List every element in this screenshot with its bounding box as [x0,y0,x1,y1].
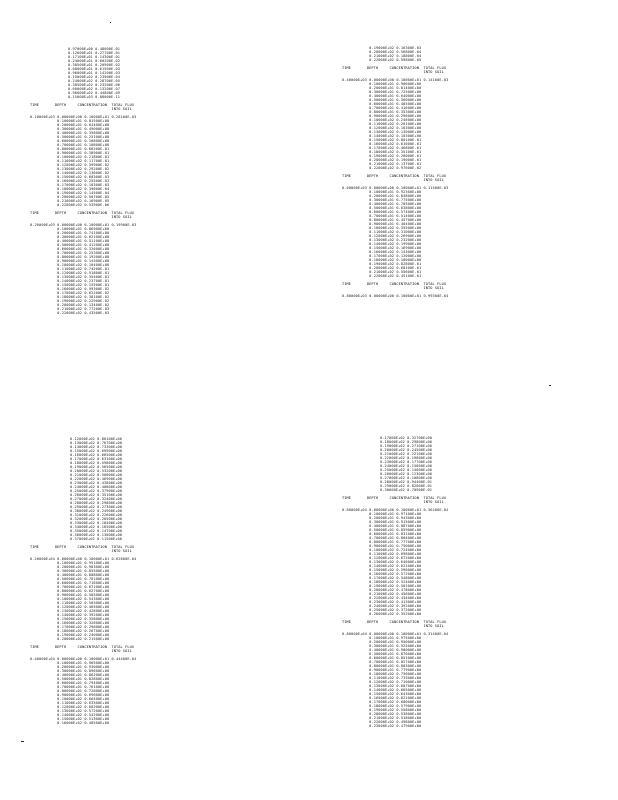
listing-row: 0.15000E+02 0.64300E+00 [342,692,422,696]
column-header-row: TIME DEPTH CONCENTRATION TOTAL FLUX [342,174,447,178]
listing-row: 0.40000E+01 0.35800E+00 [30,131,110,135]
listing-row: 0.20000E+02 0.53800E+00 [342,712,422,716]
listing-row: 0.19000E+02 0.14500E-04 [30,191,110,195]
listing-row: 0.20000E+02 0.19000E-01 [342,158,422,162]
scan-speck [21,741,24,742]
listing-row: 0.50000E+01 0.25100E+00 [30,135,110,139]
listing-row: 0.30000E+01 0.91500E+00 [342,520,422,524]
listing-row: 0.60000E+01 0.79400E+00 [30,681,110,685]
listing-row: INTO SOIL [342,624,444,628]
listing-row: 0.16000E+02 0.61600E-01 [342,142,422,146]
listing-row: 0.12000E+02 0.59900E-02 [30,163,110,167]
listing-row: 0.19000E+02 0.55800E+00 [342,708,422,712]
listing-row: 0.60000E+02 0.13200E-07 [68,87,121,91]
listing-row: 0.21000E+02 0.45600E+00 [342,592,422,596]
listing-row: 0.15000E+03 0.88000E-11 [68,95,121,99]
listing-row: 0.10000E+01 0.81500E+00 [30,119,110,123]
listing-row: 0.20000E+01 0.64400E+00 [30,123,110,127]
listing-row: 0.30000E+01 0.49000E+00 [30,127,110,131]
listing-row: 0.15000E+02 0.23900E-04 [68,75,121,79]
listing-row: 0.11000E+02 0.31000E+00 [342,230,422,234]
listing-row: 0.10000E+01 0.86900E+00 [30,227,110,231]
listing-row: 0.70000E+01 0.67100E+00 [30,585,110,589]
listing-row: 0.40000E+01 0.86200E+00 [30,673,110,677]
listing-row: 0.18000E+02 0.35100E-01 [342,150,422,154]
listing-row: 0.10000E+02 0.72400E+00 [342,548,422,552]
listing-row: 0.30000E+01 0.92500E+00 [342,644,422,648]
listing-row: 0.28000E+02 0.29800E+00 [70,501,123,505]
listing-row: 0.16000E+02 0.48500E+00 [30,721,110,725]
listing-row: 0.20000E+02 0.56800E-04 [342,50,422,54]
listing-row: 0.15000E+02 0.80100E-01 [342,138,422,142]
listing-row: 0.50000E+01 0.56000E+00 [342,98,422,102]
listing-row: 0.17000E+02 0.12000E+00 [342,254,422,258]
listing-row: 0.21000E+02 0.18800E-04 [342,54,422,58]
listing-row: 0.10000E+01 0.97100E+00 [342,512,422,516]
listing-row: INTO SOIL [30,549,132,553]
listing-row: 0.16000E+02 0.66500E+00 [70,453,123,457]
listing-row: 0.19000E+02 0.27100E+00 [380,444,433,448]
listing-row: 0.90000E+01 0.58500E+00 [30,593,110,597]
listing-row: 0.17000E+02 0.63100E+00 [70,457,123,461]
column-header-row: TIME DEPTH CONCENTRATION TOTAL FLUX [342,620,447,624]
listing-row: 0.22000E+02 0.19800E+00 [380,456,433,460]
listing-row: 0.12600E+01 0.27700E-01 [68,51,121,55]
listing-row: 0.16000E+02 0.99300E-02 [30,287,110,291]
listing-row: 0.23000E+02 0.43800E+00 [70,481,123,485]
listing-row: 0.18000E+02 0.59800E+00 [70,461,123,465]
listing-row: 0.12000E+02 0.46500E+00 [30,605,110,609]
listing-row: 0.27000E+02 0.32400E+00 [70,497,123,501]
listing-row: 0.96000E+01 0.14200E-03 [68,71,121,75]
listing-row: 0.20000E+02 0.47800E+00 [342,588,422,592]
listing-row: 0.14000E+02 0.39200E+00 [30,613,110,617]
column-header-row: TIME DEPTH CONCENTRATION TOTAL FLUX [342,282,447,286]
listing-row: 0.20000E+02 0.50700E-05 [30,195,110,199]
listing-row: 0.11000E+02 0.73300E+00 [342,676,422,680]
listing-row: 0.17100E+01 0.14300E-01 [68,55,121,59]
listing-row: 0.18000E+02 0.10000E+00 [342,258,422,262]
listing-row: 0.15000E+02 0.69900E+00 [70,449,123,453]
listing-row: 0.13000E+02 0.68700E+00 [342,684,422,688]
listing-row: 0.35000E+02 0.14700E+00 [70,529,123,533]
listing-row: 0.14000E+02 0.19900E+00 [342,242,422,246]
listing-row: 0.14000E+02 0.66500E+00 [342,688,422,692]
listing-row: 0.23000E+02 0.47900E+00 [342,724,422,728]
listing-row: 0.10000E+02 0.75600E+00 [342,672,422,676]
listing-row: 0.14000E+02 0.10300E+00 [342,134,422,138]
listing-row: 0.10000E+01 0.95100E+00 [30,561,110,565]
listing-row: 0.80000E+01 0.80300E+00 [342,664,422,668]
listing-row: 0.20000E+01 0.95000E+00 [342,640,422,644]
listing-row: 0.90000E+01 0.40400E+00 [342,222,422,226]
listing-row: 0.21000E+02 0.50000E+00 [70,473,123,477]
listing-row: 0.20000E+01 0.93000E+00 [30,665,110,669]
listing-row: 0.11000E+02 0.63300E+00 [30,701,110,705]
listing-row: 0.20000E+01 0.84800E+00 [342,194,422,198]
listing-row: 0.29000E+02 0.27300E+00 [70,505,123,509]
listing-row: 0.90000E+01 0.75000E+00 [342,544,422,548]
listing-row: 0.38500E+01 0.20900E-02 [68,63,121,67]
listing-row: 0.12000E+02 0.71000E+00 [342,680,422,684]
listing-row: 0.20000E+02 0.21500E+00 [30,637,110,641]
listing-row: 0.15000E+02 0.51300E+00 [30,717,110,721]
listing-row: 0.70000E+01 0.51400E+00 [342,214,422,218]
listing-row: 0.20000E+01 0.90300E+00 [30,565,110,569]
column-header-row: TIME DEPTH CONCENTRATION TOTAL FLUX [30,645,135,649]
listing-row: 0.29000E+02 0.82000E-01 [380,484,433,488]
listing-row: 0.40000E+01 0.80800E+00 [30,573,110,577]
listing-row: 0.17000E+02 0.62200E-02 [30,291,110,295]
listing-row: 0.15000E+02 0.60300E-03 [30,175,110,179]
listing-row: 0.36000E+02 0.13000E+00 [70,533,123,537]
listing-row: 0.30000E+02 0.70900E-01 [380,488,433,492]
column-header-row: TIME DEPTH CONCENTRATION TOTAL FLUX [30,545,135,549]
listing-row: 0.80000E+01 0.66200E-01 [30,147,110,151]
listing-row: 0.60000E+01 0.83100E+00 [342,532,422,536]
listing-row: 0.30000E+01 0.72500E+00 [342,90,422,94]
listing-row: 0.40000E+01 0.51100E+00 [30,239,110,243]
listing-row: INTO SOIL [30,107,132,111]
listing-row: 0.13000E+02 0.64600E+00 [342,560,422,564]
listing-row: 0.10000E+02 0.24600E+00 [342,118,422,122]
listing-row: 0.17000E+02 0.60000E+00 [342,700,422,704]
listing-row: 0.10000E+02 0.10400E+00 [30,263,110,267]
listing-row: 0.16000E+02 0.32600E+00 [30,621,110,625]
listing-row: 0.70000E+01 0.41600E+00 [342,106,422,110]
listing-row: INTO SOIL [30,649,132,653]
listing-row: 0.50000E+01 0.41200E+00 [30,243,110,247]
listing-row: 0.13000E+02 0.76700E+00 [70,441,123,445]
listing-row: 0.60000E+01 0.61500E-03 [68,67,121,71]
listing-row: 0.40000E+01 0.64000E+00 [342,94,422,98]
listing-row: 0.13000E+02 0.29200E-02 [30,167,110,171]
column-header-row: TIME DEPTH CONCENTRATION TOTAL FLUX [342,496,447,500]
listing-row: 0.70000E+01 0.25300E+00 [30,251,110,255]
listing-row: 0.40000E+03 0.00000E+00 0.10000E+01 0.14100E-03 [342,78,449,82]
listing-row: 0.25000E+02 0.14000E+00 [380,468,433,472]
listing-row: 0.17000E+02 0.32700E+00 [380,436,433,440]
listing-row: 0.21000E+02 0.13700E-01 [342,162,422,166]
listing-row: 0.13000E+02 0.13000E+00 [342,130,422,134]
listing-row: 0.12000E+02 0.80100E+00 [70,437,123,441]
listing-row: 0.22000E+02 0.49800E+00 [342,720,422,724]
listing-row: 0.40000E+04 0.00000E+00 0.10000E+01 0.44400E-04 [30,657,137,661]
listing-row: 0.33000E+02 0.18400E+00 [70,521,123,525]
listing-row: 0.13000E+02 0.57200E+00 [30,709,110,713]
listing-row: 0.90000E+01 0.69600E+00 [30,693,110,697]
listing-row: 0.11000E+02 0.69800E+00 [342,552,422,556]
listing-row: 0.70000E+01 0.82700E+00 [342,660,422,664]
listing-row: 0.14000E+02 0.13600E-02 [30,171,110,175]
listing-row: 0.18000E+02 0.39600E-04 [30,187,110,191]
listing-row: 0.60000E+01 0.57400E+00 [342,210,422,214]
listing-row: 0.17000E+02 0.54800E+00 [342,576,422,580]
listing-row: 0.38500E+02 0.23200E-06 [68,83,121,87]
listing-row: 0.80000E+01 0.45700E+00 [342,218,422,222]
listing-row: 0.90000E+01 0.29600E+00 [342,114,422,118]
listing-row: 0.17000E+02 0.10300E-03 [30,183,110,187]
listing-row: 0.10000E+01 0.90600E+00 [342,82,422,86]
panel-top-left [30,47,200,377]
listing-row: 0.80000E+01 0.62700E+00 [30,589,110,593]
listing-row: 0.27000E+02 0.10800E+00 [380,476,433,480]
listing-row: 0.26000E+02 0.35200E+00 [342,612,422,616]
listing-row: 0.96000E+02 0.44800E-09 [68,91,121,95]
listing-row: 0.80000E+03 0.00000E+00 0.10000E+01 0.99300E-04 [342,294,449,298]
listing-row: 0.20000E+02 0.68100E-01 [342,266,422,270]
listing-row: 0.19000E+02 0.82800E-01 [342,262,422,266]
listing-row: 0.15000E+02 0.15500E-01 [30,283,110,287]
listing-row: 0.12000E+02 0.51800E-01 [30,271,110,275]
listing-row: 0.80000E+04 0.00000E+00 0.10000E+01 0.31400E-04 [342,632,449,636]
listing-row: 0.80000E+01 0.19200E+00 [30,255,110,259]
listing-row: 0.16000E+02 0.14300E+00 [342,250,422,254]
listing-row: 0.10000E+01 0.96500E+00 [30,661,110,665]
listing-row: 0.24000E+02 0.15800E+00 [380,464,433,468]
listing-row: 0.15000E+02 0.16900E+00 [342,246,422,250]
listing-row: 0.22000E+02 0.43400E+00 [342,596,422,600]
listing-row: 0.20000E+03 0.00000E+00 0.10000E+01 0.19900E-03 [30,223,137,227]
listing-row: 0.40000E+01 0.88700E+00 [342,524,422,528]
listing-row: 0.40000E+01 0.70500E+00 [342,202,422,206]
listing-row: 0.30000E+01 0.77500E+00 [342,198,422,202]
listing-row: 0.70000E+01 0.10800E+00 [30,143,110,147]
listing-row: 0.19000E+02 0.22900E-02 [30,299,110,303]
listing-row: 0.70000E+01 0.76100E+00 [30,685,110,689]
listing-row: 0.22000E+02 0.53900E-06 [30,203,110,207]
column-header-row: TIME DEPTH CONCENTRATION TOTAL FLUX [342,66,447,70]
listing-row: 0.80000E+01 0.72800E+00 [30,689,110,693]
listing-row: 0.80000E+01 0.77700E+00 [342,540,422,544]
listing-row: 0.22000E+02 0.46900E+00 [70,477,123,481]
panel-top-right [342,46,512,376]
listing-row: 0.60000E+03 0.00000E+00 0.10000E+01 0.11500E-03 [342,186,449,190]
listing-row: 0.23000E+02 0.41300E+00 [342,600,422,604]
listing-row: 0.10000E+02 0.21800E-01 [30,155,110,159]
listing-row: 0.28000E+02 0.94400E-01 [380,480,433,484]
listing-row: 0.60000E+01 0.16800E+00 [30,139,110,143]
listing-row: 0.21000E+02 0.16900E-05 [30,199,110,203]
listing-row: 0.18000E+02 0.57900E+00 [342,704,422,708]
scan-speck [549,385,551,386]
listing-row: 0.30000E+01 0.89600E+00 [30,669,110,673]
listing-row: 0.20000E+02 0.13400E-02 [30,303,110,307]
listing-row: 0.30000E+01 0.85500E+00 [30,569,110,573]
listing-row: 0.10000E+01 0.97500E+00 [342,636,422,640]
panel-bottom-right [342,436,512,776]
listing-row: 0.22000E+02 0.45100E-01 [342,274,422,278]
listing-row: 0.22000E+02 0.59800E-05 [342,58,422,62]
listing-row: 0.20000E+02 0.24500E+00 [380,448,433,452]
listing-row: 0.60000E+04 0.00000E+00 0.10000E+01 0.36200E-04 [342,508,449,512]
listing-row: 0.10000E+02 0.54300E+00 [30,597,110,601]
listing-row: 0.14000E+02 0.23700E-01 [30,279,110,283]
panel-bottom-left [30,437,200,767]
listing-row: 0.18000E+02 0.38100E-02 [30,295,110,299]
listing-row: 0.13000E+02 0.35400E-01 [30,275,110,279]
listing-row: 0.20000E+01 0.94300E+00 [342,516,422,520]
listing-row: INTO SOIL [342,70,444,74]
listing-row: 0.70000E+01 0.80400E+00 [342,536,422,540]
listing-row: 0.19000E+02 0.56500E+00 [70,465,123,469]
listing-row: 0.13000E+02 0.42800E+00 [30,609,110,613]
listing-row: 0.21000E+02 0.51800E+00 [342,716,422,720]
listing-row: 0.31000E+02 0.22600E+00 [70,513,123,517]
listing-row: 0.50000E+01 0.87600E+00 [342,652,422,656]
listing-row: 0.26000E+02 0.35100E+00 [70,493,123,497]
listing-row: 0.60000E+01 0.32600E+00 [30,247,110,251]
listing-row: 0.24000E+01 0.60200E-02 [68,59,121,63]
listing-row: 0.14000E+02 0.54200E+00 [30,713,110,717]
listing-row: 0.16000E+02 0.25500E-03 [30,179,110,183]
listing-row: 0.10000E+03 0.00000E+00 0.10000E+01 0.28100E-03 [30,115,137,119]
listing-row: 0.32000E+02 0.20500E+00 [70,517,123,521]
listing-row: 0.15000E+02 0.59600E+00 [342,568,422,572]
column-header-row: TIME DEPTH CONCENTRATION TOTAL FLUX [30,211,135,215]
listing-row: 0.15000E+02 0.35800E+00 [30,617,110,621]
listing-row: 0.40000E+01 0.90000E+00 [342,648,422,652]
listing-row: 0.25000E+02 0.37900E+00 [70,489,123,493]
listing-row: 0.22000E+02 0.97600E-02 [342,166,422,170]
listing-row: 0.21000E+02 0.77200E-03 [30,307,110,311]
listing-row: INTO SOIL [342,286,444,290]
listing-row: INTO SOIL [30,215,132,219]
listing-row: 0.90000E+01 0.14300E+00 [30,259,110,263]
listing-row: 0.30000E+01 0.62100E+00 [30,235,110,239]
listing-row: 0.20000E+02 0.53200E+00 [70,469,123,473]
listing-row: 0.20000E+01 0.74100E+00 [30,231,110,235]
listing-row: 0.11000E+02 0.11700E-01 [30,159,110,163]
listing-row: 0.20000E+01 0.81400E+00 [342,86,422,90]
listing-row: 0.18000E+02 0.26700E+00 [30,629,110,633]
column-header-row: TIME DEPTH CONCENTRATION TOTAL FLUX [30,103,135,107]
listing-row: 0.90000E+01 0.38900E-01 [30,151,110,155]
listing-row: 0.21000E+02 0.22100E+00 [380,452,433,456]
listing-row: 0.20000E+04 0.00000E+00 0.10000E+01 0.62800E-04 [30,557,137,561]
listing-row: 0.50000E+01 0.63800E+00 [342,206,422,210]
listing-row: 0.12000E+02 0.67200E+00 [342,556,422,560]
listing-row: 0.30000E+02 0.24900E+00 [70,509,123,513]
listing-row: INTO SOIL [342,178,444,182]
listing-row: 0.17000E+02 0.29600E+00 [30,625,110,629]
listing-row: 0.21000E+02 0.55600E-01 [342,270,422,274]
listing-row: 0.24000E+02 0.40800E+00 [70,485,123,489]
listing-row: 0.19000E+02 0.26000E-01 [342,154,422,158]
listing-row: INTO SOIL [342,500,444,504]
listing-row: 0.11000E+02 0.20100E+00 [342,122,422,126]
listing-row: 0.16000E+02 0.62100E+00 [342,696,422,700]
listing-row: 0.14000E+02 0.62100E+00 [342,564,422,568]
listing-row: 0.12000E+02 0.16300E+00 [342,126,422,130]
listing-row: 0.19000E+02 0.50100E+00 [342,584,422,588]
listing-row: 0.50000E+01 0.82800E+00 [30,677,110,681]
listing-row: 0.16000E+02 0.57200E+00 [342,572,422,576]
listing-row: 0.60000E+01 0.85100E+00 [342,656,422,660]
listing-row: 0.11000E+02 0.50300E+00 [30,601,110,605]
listing-row: 0.10000E+02 0.66400E+00 [30,697,110,701]
listing-row: 0.22000E+02 0.43500E-03 [30,311,110,315]
listing-row: 0.24000E+02 0.39200E+00 [342,604,422,608]
listing-row: 0.60000E+01 0.71600E+00 [30,581,110,585]
listing-row: 0.25000E+02 0.37200E+00 [342,608,422,612]
listing-row: 0.80000E+01 0.35300E+00 [342,110,422,114]
listing-row: 0.11000E+02 0.74200E-01 [30,267,110,271]
listing-row: 0.19000E+02 0.24000E+00 [30,633,110,637]
listing-row: 0.97000E+00 0.48000E-01 [68,47,121,51]
listing-row: 0.60000E+01 0.48500E+00 [342,102,422,106]
listing-row: 0.10000E+02 0.35500E+00 [342,226,422,230]
listing-row: 0.34000E+02 0.16500E+00 [70,525,123,529]
listing-row: 0.37000E+02 0.11500E+00 [70,537,123,541]
listing-row: 0.50000E+01 0.76100E+00 [30,577,110,581]
listing-row: 0.19000E+02 0.16300E-03 [342,46,422,50]
listing-row: 0.23000E+02 0.17700E+00 [380,460,433,464]
listing-row: 0.18000E+02 0.52400E+00 [342,580,422,584]
listing-row: 0.14000E+02 0.73300E+00 [70,445,123,449]
listing-row: 0.18000E+02 0.29800E+00 [380,440,433,444]
listing-row: 0.13000E+02 0.23200E+00 [342,238,422,242]
listing-row: 0.12000E+02 0.26900E+00 [342,234,422,238]
listing-row: 0.24000E+02 0.28700E-05 [68,79,121,83]
listing-row: 0.17000E+02 0.46800E-01 [342,146,422,150]
listing-row: 0.50000E+01 0.85900E+00 [342,528,422,532]
scan-speck [110,22,111,23]
listing-row: 0.10000E+01 0.92300E+00 [342,190,422,194]
listing-row: 0.90000E+01 0.77900E+00 [342,668,422,672]
listing-row: 0.26000E+02 0.12300E+00 [380,472,433,476]
listing-row: 0.12000E+02 0.60200E+00 [30,705,110,709]
